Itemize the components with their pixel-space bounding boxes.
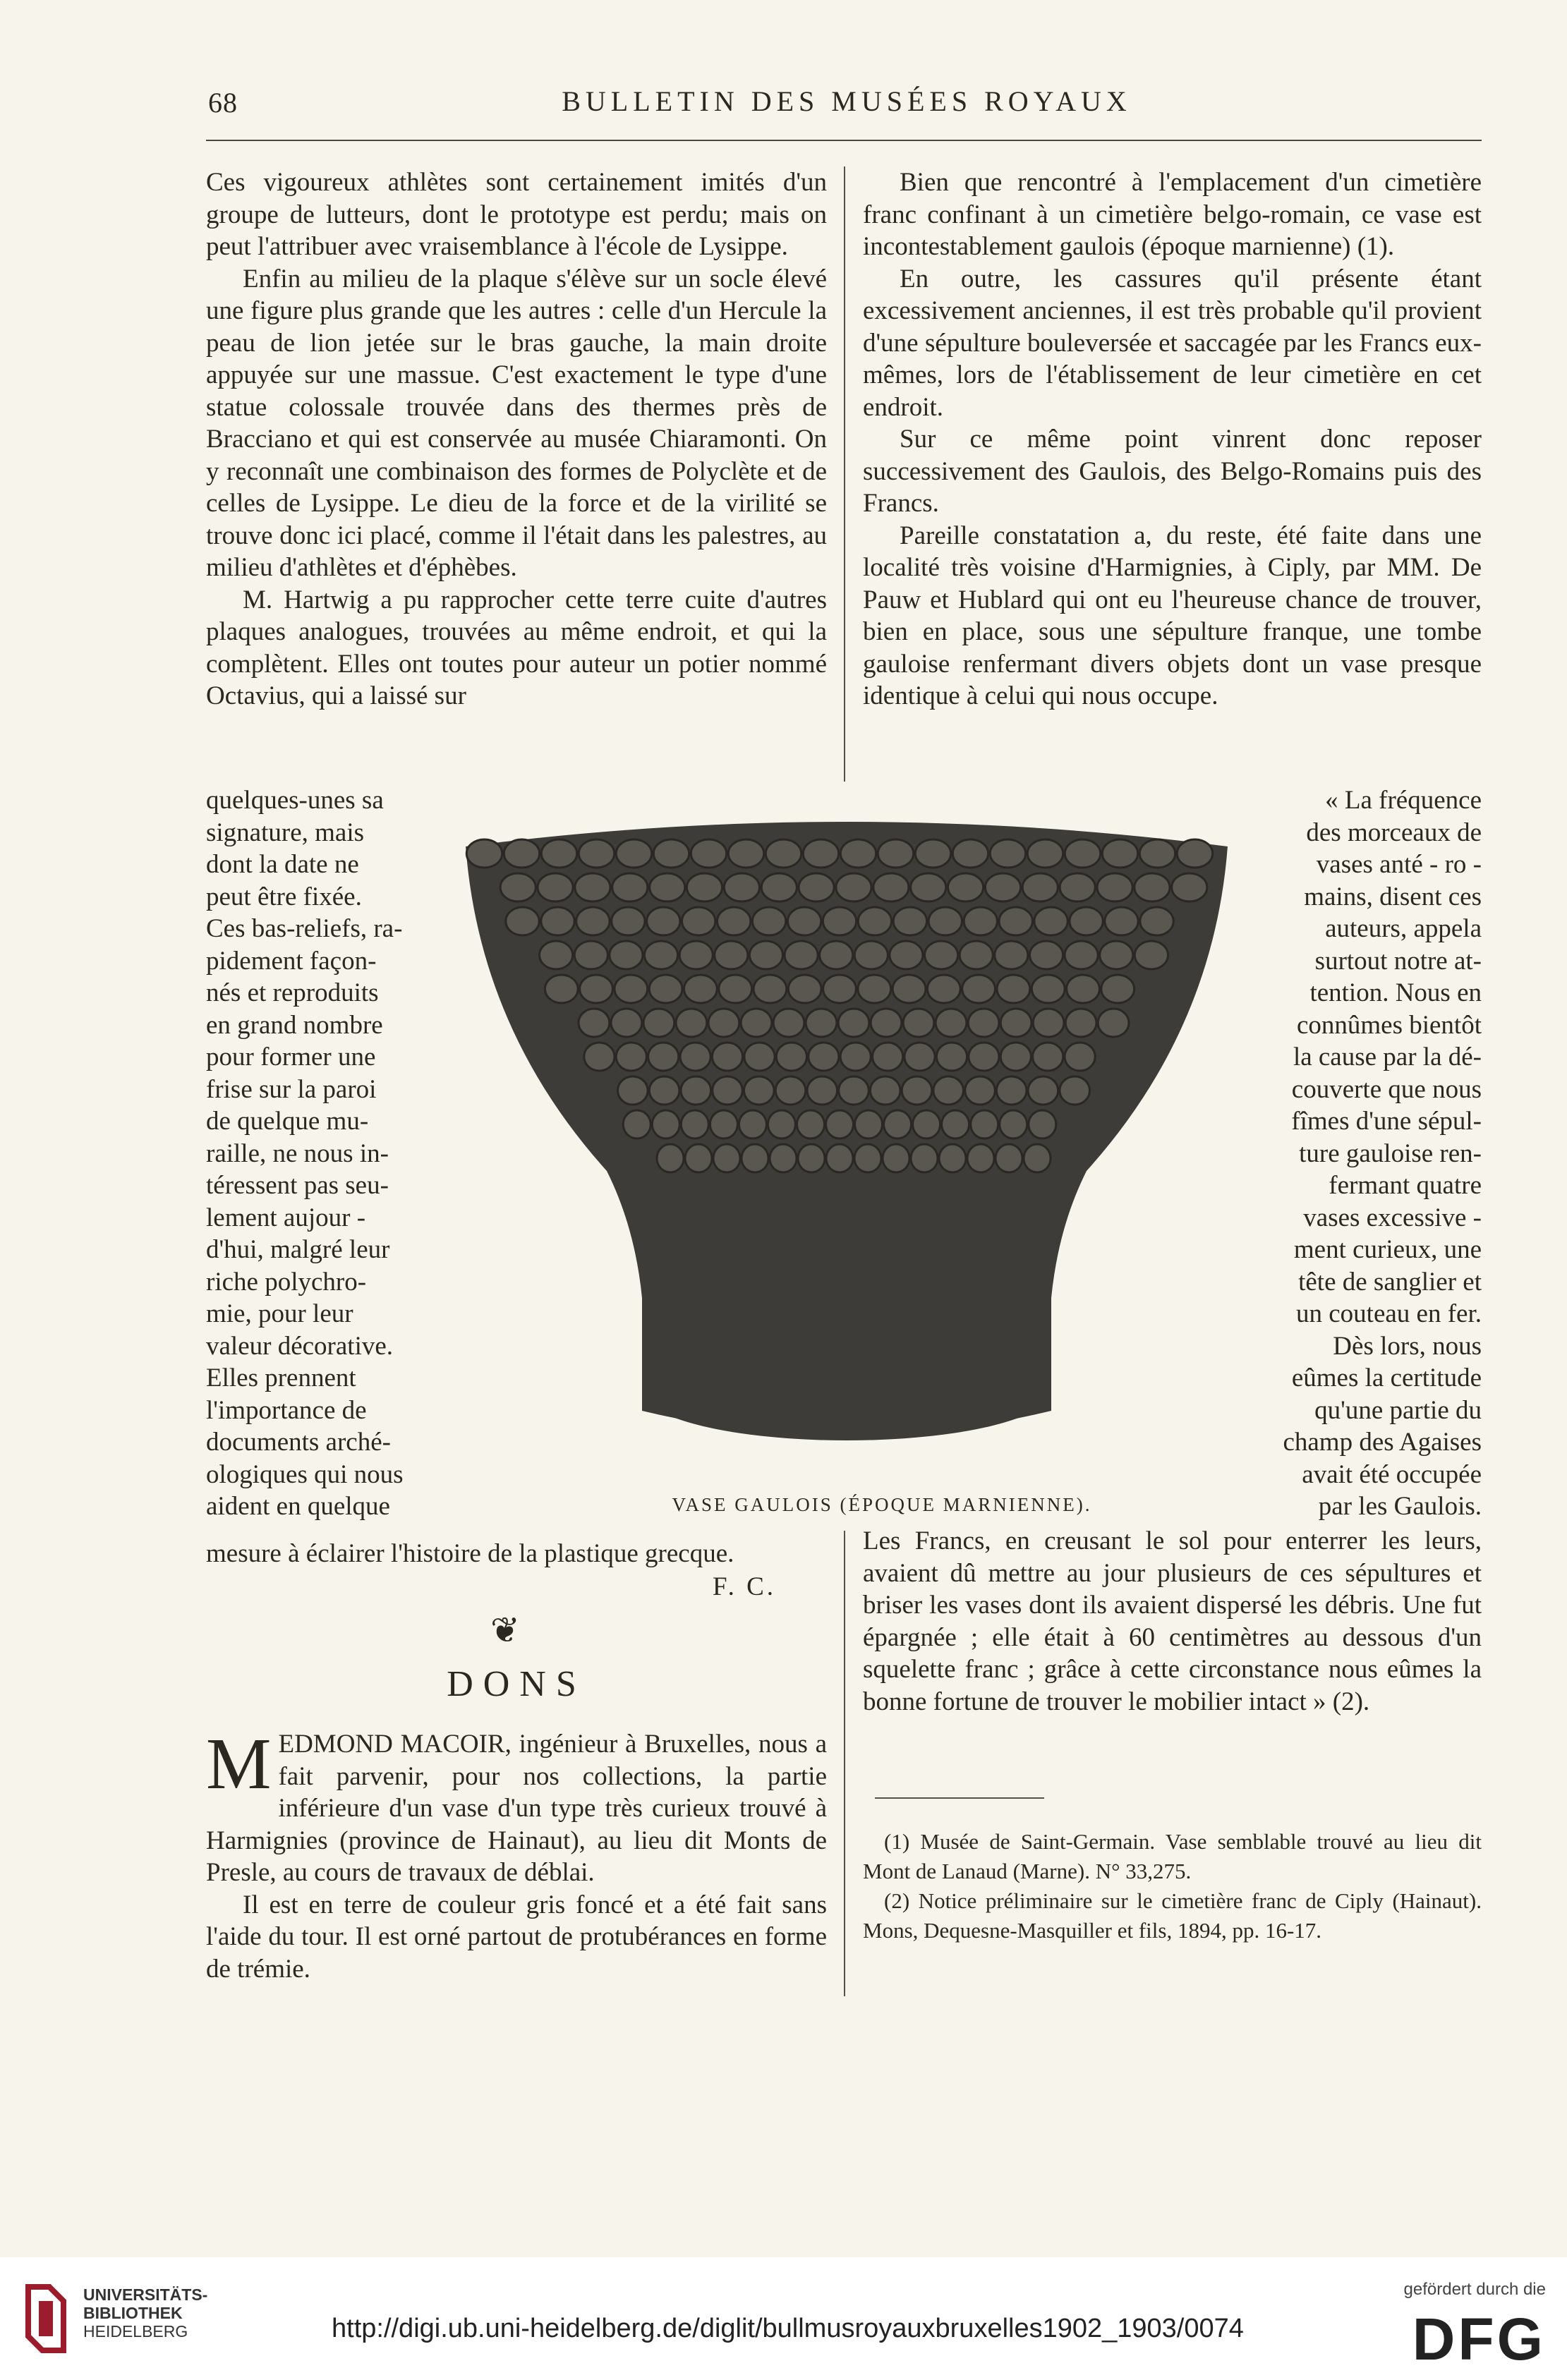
vase-knob bbox=[785, 941, 818, 969]
figure-caption: VASE GAULOIS (ÉPOQUE MARNIENNE). bbox=[672, 1494, 1092, 1515]
vase-knob bbox=[1033, 1009, 1064, 1037]
vase-knob bbox=[744, 1043, 775, 1071]
vase-knob bbox=[826, 1144, 853, 1172]
paragraph-text: EDMOND MACOIR, ingénieur à Bruxelles, nous a fait parvenir, pour nos collections, la partie inférieure d'un vase d'un type très curieux trouvé à Harmignies (province de Hainaut), au lieu dit Monts de Presle, au cours de travaux de déblai. bbox=[206, 1730, 827, 1887]
library-line: BIBLIOTHEK bbox=[83, 2304, 183, 2322]
text-line: frise sur la paroi bbox=[206, 1074, 377, 1104]
vase-knob bbox=[770, 1144, 797, 1172]
vase-knob bbox=[681, 1110, 708, 1139]
text-line: lement aujour - bbox=[206, 1203, 366, 1232]
vase-knob bbox=[915, 839, 950, 868]
vase-knob bbox=[618, 1076, 648, 1105]
vase-knob bbox=[893, 907, 926, 935]
vase-knob bbox=[644, 941, 677, 969]
text-line: pour former une bbox=[206, 1043, 376, 1071]
library-line: HEIDELBERG bbox=[83, 2322, 188, 2340]
vase-knob bbox=[1000, 1043, 1031, 1071]
text-line: la cause par la dé- bbox=[1293, 1043, 1482, 1071]
library-name bbox=[83, 2285, 207, 2340]
vase-knob bbox=[1135, 873, 1170, 901]
vase-knob bbox=[650, 873, 685, 901]
vase-knob bbox=[936, 1009, 967, 1037]
wrap-text-left bbox=[206, 784, 439, 1523]
text-line: « La fréquence bbox=[1325, 786, 1482, 815]
vase-knob bbox=[836, 873, 871, 901]
text-line: ment curieux, une bbox=[1293, 1235, 1482, 1264]
vase-knob bbox=[766, 839, 801, 868]
vase-knob bbox=[1022, 873, 1058, 901]
paragraph: Ces vigoureux athlètes sont certainement imités d'un groupe de lutteurs, dont le prototype est perdu; mais on peut l'attribuer avec vraisemblance à l'école de Lysippe. bbox=[206, 168, 827, 261]
vase-knob bbox=[1031, 975, 1065, 1003]
vase-knob bbox=[775, 1076, 806, 1105]
vase-knob bbox=[541, 839, 576, 868]
text-line: d'hui, malgré leur bbox=[206, 1235, 390, 1264]
vase-knob bbox=[942, 1110, 969, 1139]
funding-label: gefördert durch die bbox=[1403, 2280, 1546, 2299]
paragraph: Il est en terre de couleur gris foncé et a été fait sans l'aide du tour. Il est orné partout de protubérances en forme de trémie. bbox=[206, 1890, 827, 1984]
vase-knob bbox=[1172, 873, 1207, 901]
vase-knob bbox=[1139, 839, 1175, 868]
vase-knob bbox=[904, 1043, 935, 1071]
text-line: Ces bas-reliefs, ra- bbox=[206, 914, 403, 943]
vase-knob bbox=[713, 1144, 740, 1172]
vase-knob bbox=[997, 975, 1030, 1003]
author-signature: F. C. bbox=[713, 1572, 777, 1601]
text-line: un couteau en fer. bbox=[1296, 1299, 1482, 1328]
vase-knob bbox=[612, 873, 648, 901]
vase-knob bbox=[799, 873, 834, 901]
paragraph bbox=[206, 1723, 827, 1889]
vase-knob bbox=[1070, 907, 1103, 935]
vase-illustration bbox=[452, 804, 1242, 1460]
left-column bbox=[206, 166, 827, 712]
vase-knob bbox=[574, 941, 607, 969]
vase-knob bbox=[1060, 1076, 1090, 1105]
text-line: ture gauloise ren- bbox=[1299, 1139, 1482, 1168]
vase-knob bbox=[1028, 1076, 1058, 1105]
vase-knob bbox=[579, 1009, 610, 1037]
section-title: DONS bbox=[447, 1664, 586, 1704]
vase-knob bbox=[776, 1043, 806, 1071]
vase-knob bbox=[788, 975, 821, 1003]
text-line: quelques-unes sa bbox=[206, 786, 384, 815]
vase-knob bbox=[990, 839, 1025, 868]
text-line: nés et reproduits bbox=[206, 978, 379, 1007]
vase-knob bbox=[681, 1076, 711, 1105]
text-line: tête de sanglier et bbox=[1298, 1267, 1482, 1297]
header-rule bbox=[206, 140, 1482, 141]
vase-knob bbox=[685, 1144, 712, 1172]
text-line: tention. Nous en bbox=[1309, 978, 1482, 1007]
text-line: documents arché- bbox=[206, 1428, 391, 1457]
vase-knob bbox=[653, 839, 689, 868]
vase-knob bbox=[962, 975, 996, 1003]
vase-knob bbox=[649, 1076, 679, 1105]
vase-knob bbox=[806, 1009, 837, 1037]
source-url-link[interactable]: http://digi.ub.uni-heidelberg.de/diglit/bullmusroyauxbruxelles1902_1903/0074 bbox=[332, 2314, 1244, 2343]
vase-knob bbox=[1024, 1144, 1051, 1172]
left-continuation: mesure à éclairer l'histoire de la plastique grecque. bbox=[206, 1539, 734, 1568]
paragraph: Sur ce même point vinrent donc reposer successivement des Gaulois, des Belgo-Romains puis des Francs. bbox=[863, 425, 1482, 518]
vase-knob bbox=[754, 975, 787, 1003]
vase-knob bbox=[1101, 975, 1135, 1003]
text-line: riche polychro- bbox=[206, 1267, 367, 1297]
vase-knob bbox=[1177, 839, 1212, 868]
vase-knob bbox=[741, 1009, 772, 1037]
vase-knob bbox=[969, 1043, 999, 1071]
text-line: fermant quatre bbox=[1329, 1171, 1482, 1200]
vase-knob bbox=[952, 839, 988, 868]
vase-knob bbox=[742, 1144, 768, 1172]
vase-knob bbox=[838, 1009, 869, 1037]
vase-knob bbox=[870, 1076, 900, 1105]
vase-knob bbox=[679, 941, 713, 969]
vase-knob bbox=[575, 873, 610, 901]
vase-knob bbox=[504, 839, 539, 868]
vase-knob bbox=[715, 941, 748, 969]
drop-cap: M bbox=[206, 1723, 272, 1804]
vase-knob bbox=[803, 839, 838, 868]
text-line: signature, mais bbox=[206, 818, 365, 847]
vase-knob bbox=[928, 907, 962, 935]
right-continuation: Les Francs, en creusant le sol pour enterrer les leurs, avaient dû mettre au jour plusieurs de ces sépultures et briser les vases dont ils avaient dispersé les débris. Une fut épargnée ; elle était à 60 centimètres au dessous d'un squelette franc ; grâce à cette circonstance nous eûmes la bonne fortune de trouver le mobilier intact » (2). bbox=[863, 1526, 1482, 1716]
paragraph: M. Hartwig a pu rapprocher cette terre cuite d'autres plaques analogues, trouvées au même endroit, et qui la complètent. Elles ont toutes pour auteur un potier nommé Octavius, qui a laissé sur bbox=[206, 585, 827, 710]
vase-knob bbox=[500, 873, 536, 901]
vase-knob bbox=[840, 839, 876, 868]
vase-knob bbox=[1065, 1009, 1096, 1037]
text-line: l'importance de bbox=[206, 1395, 367, 1425]
text-line: surtout notre at- bbox=[1314, 946, 1482, 976]
text-line: mie, pour leur bbox=[206, 1299, 353, 1328]
vase-knob bbox=[773, 1009, 804, 1037]
vase-knob bbox=[964, 907, 997, 935]
vase-knob bbox=[1100, 941, 1133, 969]
vase-knob bbox=[1029, 941, 1063, 969]
vase-knob bbox=[1067, 975, 1100, 1003]
vase-knob bbox=[839, 1076, 869, 1105]
vase-knob bbox=[708, 1009, 739, 1037]
right-column bbox=[863, 166, 1482, 712]
text-line: en grand nombre bbox=[206, 1010, 383, 1040]
vase-knob bbox=[903, 1009, 934, 1037]
vase-knob bbox=[643, 1009, 674, 1037]
vase-knob bbox=[826, 1110, 854, 1139]
paragraph: En outre, les cassures qu'il présente étant excessivement anciennes, il est très probable qu'il provient d'une sépulture bouleversée et saccagée par les Francs eux-mêmes, lors de l'établissement de leur cimetière en cet endroit. bbox=[863, 264, 1482, 422]
vase-knob bbox=[871, 1009, 902, 1037]
vase-knob bbox=[682, 907, 715, 935]
vase-knob bbox=[948, 873, 984, 901]
vase-knob bbox=[939, 1144, 966, 1172]
vase-knob bbox=[965, 1076, 996, 1105]
vase-knob bbox=[1105, 907, 1138, 935]
library-logo-icon bbox=[21, 2280, 71, 2357]
paragraph: Pareille constatation a, du reste, été faite dans une localité très voisine d'Harmignies, à Ciply, par MM. De Pauw et Hublard qui ont eu l'heureuse chance de trouver, bien en place, sous une sépulture franque, une tombe gauloise renfermant divers objets dont un vase presque identique à celui qui nous occupe. bbox=[863, 521, 1482, 710]
vase-knob bbox=[873, 873, 909, 901]
vase-knob bbox=[576, 907, 610, 935]
text-line: des morceaux de bbox=[1306, 818, 1482, 847]
vase-knob bbox=[580, 975, 613, 1003]
vase-knob bbox=[623, 1110, 651, 1139]
vase-knob bbox=[1140, 907, 1173, 935]
text-line: peut être fixée. bbox=[206, 882, 362, 911]
vase-knob bbox=[719, 975, 752, 1003]
vase-knob bbox=[744, 1076, 775, 1105]
vase-knob bbox=[807, 1076, 837, 1105]
vase-knob bbox=[1029, 1110, 1056, 1139]
vase-knob bbox=[883, 1144, 909, 1172]
vase-knob bbox=[1135, 941, 1168, 969]
vase-knob bbox=[648, 1043, 679, 1071]
vase-knob bbox=[615, 975, 648, 1003]
text-line: pidement façon- bbox=[206, 946, 377, 976]
vase-knob bbox=[1000, 1110, 1027, 1139]
vase-knob bbox=[878, 839, 913, 868]
vase-knob bbox=[652, 1110, 679, 1139]
vase-knob bbox=[712, 1043, 742, 1071]
vase-knob bbox=[1034, 907, 1067, 935]
vase-knob bbox=[718, 907, 751, 935]
paragraph: Bien que rencontré à l'emplacement d'un cimetière franc confinant à un cimetière belgo-romain, ce vase est incontestablement gaulois (époque marnienne) (1). bbox=[863, 168, 1482, 261]
footnotes bbox=[863, 1827, 1482, 1945]
vase-knob bbox=[995, 941, 1028, 969]
text-line: auteurs, appela bbox=[1325, 914, 1482, 943]
vase-knob bbox=[858, 975, 891, 1003]
vase-knob bbox=[749, 941, 782, 969]
vase-knob bbox=[649, 975, 682, 1003]
footnote: (1) Musée de Saint-Germain. Vase semblable trouvé au lieu dit Mont de Lanaud (Marne). N° 33,275. bbox=[863, 1829, 1482, 1883]
vase-knob bbox=[768, 1110, 795, 1139]
vase-knob bbox=[1102, 839, 1137, 868]
vase-knob bbox=[1065, 1043, 1095, 1071]
vase-knob bbox=[890, 941, 923, 969]
vase-knob bbox=[902, 1076, 932, 1105]
text-line: vases anté - ro - bbox=[1316, 850, 1482, 879]
text-line: mains, disent ces bbox=[1304, 882, 1482, 911]
vase-base bbox=[642, 1342, 1051, 1440]
vase-knob bbox=[713, 1076, 743, 1105]
library-line: UNIVERSITÄTS- bbox=[83, 2285, 208, 2304]
vase-knob bbox=[466, 839, 502, 868]
vase-knob bbox=[855, 1110, 883, 1139]
vase-knob bbox=[985, 873, 1020, 901]
vase-knob bbox=[797, 1110, 825, 1139]
text-line: aident en quelque bbox=[206, 1492, 390, 1521]
vase-knob bbox=[686, 873, 722, 901]
vase-knob bbox=[967, 1144, 994, 1172]
vase-knob bbox=[798, 1144, 825, 1172]
text-line: vases excessive - bbox=[1303, 1203, 1482, 1232]
vase-knob bbox=[724, 873, 759, 901]
vase-knob bbox=[506, 907, 539, 935]
dons-section bbox=[206, 1723, 827, 1985]
vase-knob bbox=[612, 907, 645, 935]
vase-knob bbox=[911, 1144, 938, 1172]
page-number: 68 bbox=[208, 87, 238, 119]
vase-knob bbox=[680, 1043, 710, 1071]
vase-knob bbox=[854, 941, 888, 969]
vase-knob bbox=[913, 1110, 940, 1139]
paragraph: Enfin au milieu de la plaque s'élève sur un socle élevé une figure plus grande que les autres : celle d'un Hercule la peau de lion jetée sur le bras gauche, la main droite appuyée sur une massue. C'est exactement le type d'une statue colossale trouvée dans des thermes près de Bracciano et qui est conservée au musée Chiaramonti. On y reconnaît une combinaison des formes de Polyclète et de celles de Lysippe. Le dieu de la force et de la virilité se trouve donc ici placé, comme il l'était dans les palestres, au milieu d'athlètes et d'éphèbes. bbox=[206, 264, 827, 582]
vase-knob bbox=[854, 1144, 881, 1172]
vase-knob bbox=[933, 1076, 964, 1105]
vase-knob bbox=[584, 1043, 615, 1071]
vase-knob bbox=[787, 907, 821, 935]
vase-knob bbox=[996, 1076, 1027, 1105]
vase-knob bbox=[971, 1110, 998, 1139]
page-header bbox=[201, 79, 1492, 128]
vase-knob bbox=[616, 1043, 646, 1071]
footnote: (2) Notice préliminaire sur le cimetière franc de Ciply (Hainaut). Mons, Dequesne-Masquiller et fils, 1894, pp. 16-17. bbox=[863, 1888, 1482, 1943]
vase-knob bbox=[1097, 873, 1132, 901]
vase-knob bbox=[858, 907, 891, 935]
vase-knob bbox=[541, 907, 574, 935]
text-line: ologiques qui nous bbox=[206, 1459, 404, 1489]
vase-knob bbox=[647, 907, 680, 935]
dfg-logo: DFG bbox=[1412, 2306, 1546, 2372]
vase-knob bbox=[968, 1009, 999, 1037]
text-line: par les Gaulois. bbox=[1318, 1492, 1482, 1521]
text-line: de quelque mu- bbox=[206, 1107, 369, 1136]
footnote-rule bbox=[875, 1797, 1044, 1799]
vase-knob bbox=[610, 941, 643, 969]
vase-knob bbox=[809, 1043, 839, 1071]
vase-knob bbox=[752, 907, 785, 935]
vase-knob bbox=[676, 1009, 707, 1037]
vase-knob bbox=[728, 839, 763, 868]
vase-knob bbox=[1098, 1009, 1129, 1037]
column-divider bbox=[844, 166, 845, 782]
vase-knob bbox=[710, 1110, 737, 1139]
vase-knob bbox=[823, 975, 857, 1003]
vase-knob bbox=[1060, 873, 1095, 901]
text-line: connûmes bientôt bbox=[1296, 1010, 1482, 1040]
text-line: qu'une partie du bbox=[1314, 1395, 1482, 1425]
vase-knob bbox=[684, 975, 718, 1003]
vase-knob bbox=[611, 1009, 642, 1037]
vase-knob bbox=[739, 1110, 766, 1139]
text-line: Elles prennent bbox=[206, 1364, 356, 1392]
vase-knob bbox=[936, 1043, 967, 1071]
text-line: eûmes la certitude bbox=[1291, 1364, 1482, 1392]
vase-knob bbox=[911, 873, 946, 901]
vase-knob bbox=[540, 941, 573, 969]
vase-knob bbox=[996, 1144, 1022, 1172]
vase-knob bbox=[1065, 839, 1100, 868]
text-line: avait été occupée bbox=[1302, 1459, 1482, 1489]
text-line: couverte que nous bbox=[1291, 1074, 1482, 1104]
text-line: dont la date ne bbox=[206, 850, 359, 879]
vase-knob bbox=[840, 1043, 871, 1071]
vase-knob bbox=[927, 975, 960, 1003]
vase-knob bbox=[657, 1144, 684, 1172]
vase-knob bbox=[893, 975, 926, 1003]
text-line: valeur décorative. bbox=[206, 1331, 394, 1361]
text-line: raille, ne nous in- bbox=[206, 1139, 389, 1168]
vase-knob bbox=[579, 839, 614, 868]
vase-knob bbox=[538, 873, 573, 901]
vase-knob bbox=[1027, 839, 1063, 868]
vase-knob bbox=[960, 941, 993, 969]
vase-knob bbox=[999, 907, 1032, 935]
vase-knob bbox=[1000, 1009, 1031, 1037]
vase-knob bbox=[545, 975, 578, 1003]
vase-knob bbox=[823, 907, 856, 935]
vase-knob bbox=[616, 839, 651, 868]
text-line: téressent pas seu- bbox=[206, 1171, 389, 1200]
vase-knob bbox=[884, 1110, 912, 1139]
vase-knob bbox=[691, 839, 726, 868]
vase-knob bbox=[1065, 941, 1098, 969]
vase-knob bbox=[873, 1043, 903, 1071]
wrap-text-right bbox=[1270, 784, 1482, 1523]
text-line: champ des Agaises bbox=[1283, 1428, 1482, 1457]
running-title: BULLETIN DES MUSÉES ROYAUX bbox=[562, 85, 1132, 117]
vase-knob bbox=[761, 873, 797, 901]
text-line: fîmes d'une sépul- bbox=[1291, 1107, 1482, 1136]
fleuron-ornament-icon: ❦ bbox=[490, 1610, 520, 1650]
column-divider bbox=[844, 1531, 845, 1996]
vase-knob bbox=[820, 941, 853, 969]
text-line: Dès lors, nous bbox=[1333, 1331, 1482, 1361]
vase-knob bbox=[925, 941, 958, 969]
vase-knob bbox=[1033, 1043, 1063, 1071]
